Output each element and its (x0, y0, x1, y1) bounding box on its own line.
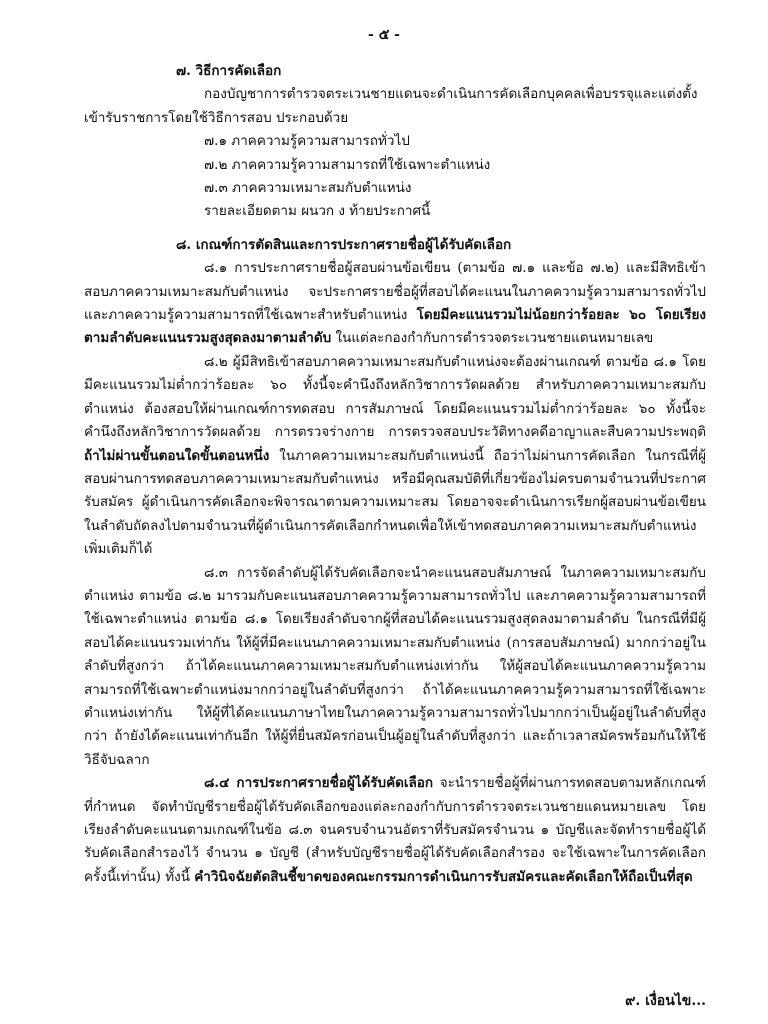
paragraph-8-4-heading: ๘.๔ การประกาศรายชื่อผู้ได้รับคัดเลือก (204, 775, 434, 792)
paragraph-8-1-emphasis: โดยมีคะแนนรวมไม่น้อยกว่าร้อยละ ๖๐ โดยเรียงตามลำดับคะแนนรวมสูงสุดลงมาตามลำดับ (84, 307, 706, 347)
paragraph-8-2-tail: ในภาคความเหมาะสมกับตำแหน่งนี้ ถือว่าไม่ผ่านการคัดเลือก ในกรณีที่ผู้สอบผ่านการทดสอบภาคความเหมาะสมกับตำแหน่ง หรือมีคุณสมบัติที่เกี่ยวข้องไม่ครบตามจำนวนที่ประกาศรับสมัคร ผู้ดำเนินการคัดเลือกจะพิจารณาตามความเหมาะสม โดยอาจจะดำเนินการเรียกผู้สอบผ่านข้อเขียนในลำดับถัดลงไปตามจำนวนที่ผู้ดำเนินการคัดเลือกกำหนดเพื่อให้เข้าทดสอบภาคความเหมาะสมกับตำแหน่งเพิ่มเติมก็ได้ (84, 447, 706, 558)
continuation-note: ๙. เงื่อนไข... (625, 993, 706, 1009)
paragraph-8-4 (84, 772, 706, 889)
section-7-details: รายละเอียดตาม ผนวก ง ท้ายประกาศนี้ (204, 203, 431, 220)
paragraph-8-3: ๘.๓ การจัดลำดับผู้ได้รับคัดเลือกจะนำคะแนนสอบสัมภาษณ์ ในภาคความเหมาะสมกับตำแหน่ง ตามข้อ ๘.๒ มารวมกับคะแนนสอบภาคความรู้ความสามารถทั่วไป และภาคความรู้ความสามารถที่ใช้เฉพาะตำแหน่ง ตามข้อ ๘.๑ โดยเรียงลำดับจากผู้ที่สอบได้คะแนนรวมสูงสุดลงมาตามลำดับ ในกรณีที่มีผู้สอบได้คะแนนรวมเท่ากัน ให้ผู้ที่มีคะแนนภาคความเหมาะสมกับตำแหน่ง (การสอบสัมภาษณ์) มากกว่าอยู่ในลำดับที่สูงกว่า ถ้าได้คะแนนภาคความเหมาะสมกับตำแหน่งเท่ากัน ให้ผู้สอบได้คะแนนภาคความรู้ความสามารถที่ใช้เฉพาะตำแหน่งมากกว่าอยู่ในลำดับที่สูงกว่า ถ้าได้คะแนนภาคความรู้ความสามารถที่ใช้เฉพาะตำแหน่งเท่ากัน ให้ผู้ที่ได้คะแนนภาษาไทยในภาคความรู้ความสามารถทั่วไปมากกว่าเป็นผู้อยู่ในลำดับที่สูงกว่า ถ้ายังได้คะแนนเท่ากันอีก ให้ผู้ที่ยื่นสมัครก่อนเป็นผู้อยู่ในลำดับที่สูงกว่า และถ้าเวลาสมัครพร้อมกันให้ใช้วิธีจับฉลาก (84, 564, 706, 768)
paragraph-8-1-tail: ในแต่ละกองกำกับการตำรวจตระเวนชายแดนหมายเลข (331, 330, 654, 347)
section-7-item-3: ๗.๓ ภาคความเหมาะสมกับตำแหน่ง (204, 180, 412, 197)
section-8-heading: ๘. เกณฑ์การตัดสินและการประกาศรายชื่อผู้ได้รับคัดเลือก (176, 236, 512, 253)
paragraph-8-1 (84, 257, 706, 351)
paragraph-8-2 (84, 351, 706, 562)
paragraph-8-2-emphasis: ถ้าไม่ผ่านขั้นตอนใดขั้นตอนหนึ่ง (84, 447, 270, 464)
section-7-heading: ๗. วิธีการคัดเลือก (176, 63, 282, 79)
paragraph-8-2-text: ๘.๒ ผู้มีสิทธิเข้าสอบภาคความเหมาะสมกับตำแหน่งจะต้องผ่านเกณฑ์ ตามข้อ ๘.๑ โดยมีคะแนนรวมไม่ต่ำกว่าร้อยละ ๖๐ ทั้งนี้จะคำนึงถึงหลักวิชาการวัดผลด้วย สำหรับภาคความเหมาะสมกับตำแหน่ง ต้องสอบให้ผ่านเกณฑ์การทดสอบ การสัมภาษณ์ โดยมีคะแนนรวมไม่ต่ำกว่าร้อยละ ๖๐ ทั้งนี้จะคำนึงถึงหลักวิชาการวัดผลด้วย การตรวจร่างกาย การตรวจสอบประวัติทางคดีอาญาและสืบความประพฤติ (84, 353, 706, 441)
paragraph-8-1-text: ๘.๑ การประกาศรายชื่อผู้สอบผ่านข้อเขียน (ตามข้อ ๗.๑ และข้อ ๗.๒) และมีสิทธิเข้าสอบภาคความเหมาะสมกับตำแหน่ง จะประกาศรายชื่อผู้ที่สอบได้คะแนนในภาคความรู้ความสามารถทั่วไปและภาคความรู้ความสามารถที่ใช้เฉพาะสำหรับตำแหน่ง (84, 260, 706, 324)
paragraph-8-4-text: จะนำรายชื่อผู้ที่ผ่านการทดสอบตามหลักเกณฑ์ที่กำหนด จัดทำบัญชีรายชื่อผู้ได้รับคัดเลือกของแต่ละกองกำกับการตำรวจตระเวนชายแดนหมายเลข โดยเรียงลำดับคะแนนตามเกณฑ์ในข้อ ๘.๓ จนครบจำนวนอัตราที่รับสมัครจำนวน ๑ บัญชีและจัดทำรายชื่อผู้ได้รับคัดเลือกสำรองไว้ จำนวน ๑ บัญชี (สำหรับบัญชีรายชื่อผู้ได้รับคัดเลือกสำรอง จะใช้เฉพาะในการคัดเลือกครั้งนี้เท่านั้น) ทั้งนี้ (84, 775, 706, 885)
section-7-intro: กองบัญชาการตำรวจตระเวนชายแดนจะดำเนินการคัดเลือกบุคคลเพื่อบรรจุและแต่งตั้งเข้ารับราชการโดยใช้วิธีการสอบ ประกอบด้วย (84, 86, 698, 126)
document-body (84, 60, 706, 889)
section-7-item-1: ๗.๑ ภาคความรู้ความสามารถทั่วไป (204, 133, 410, 150)
page-number: - ๕ - (368, 27, 400, 43)
paragraph-8-4-final-ruling: คำวินิจฉัยตัดสินชี้ขาดของคณะกรรมการดำเนินการรับสมัครและคัดเลือกให้ถือเป็นที่สุด (194, 868, 693, 885)
section-7-item-2: ๗.๒ ภาคความรู้ความสามารถที่ใช้เฉพาะตำแหน่ง (204, 156, 491, 173)
